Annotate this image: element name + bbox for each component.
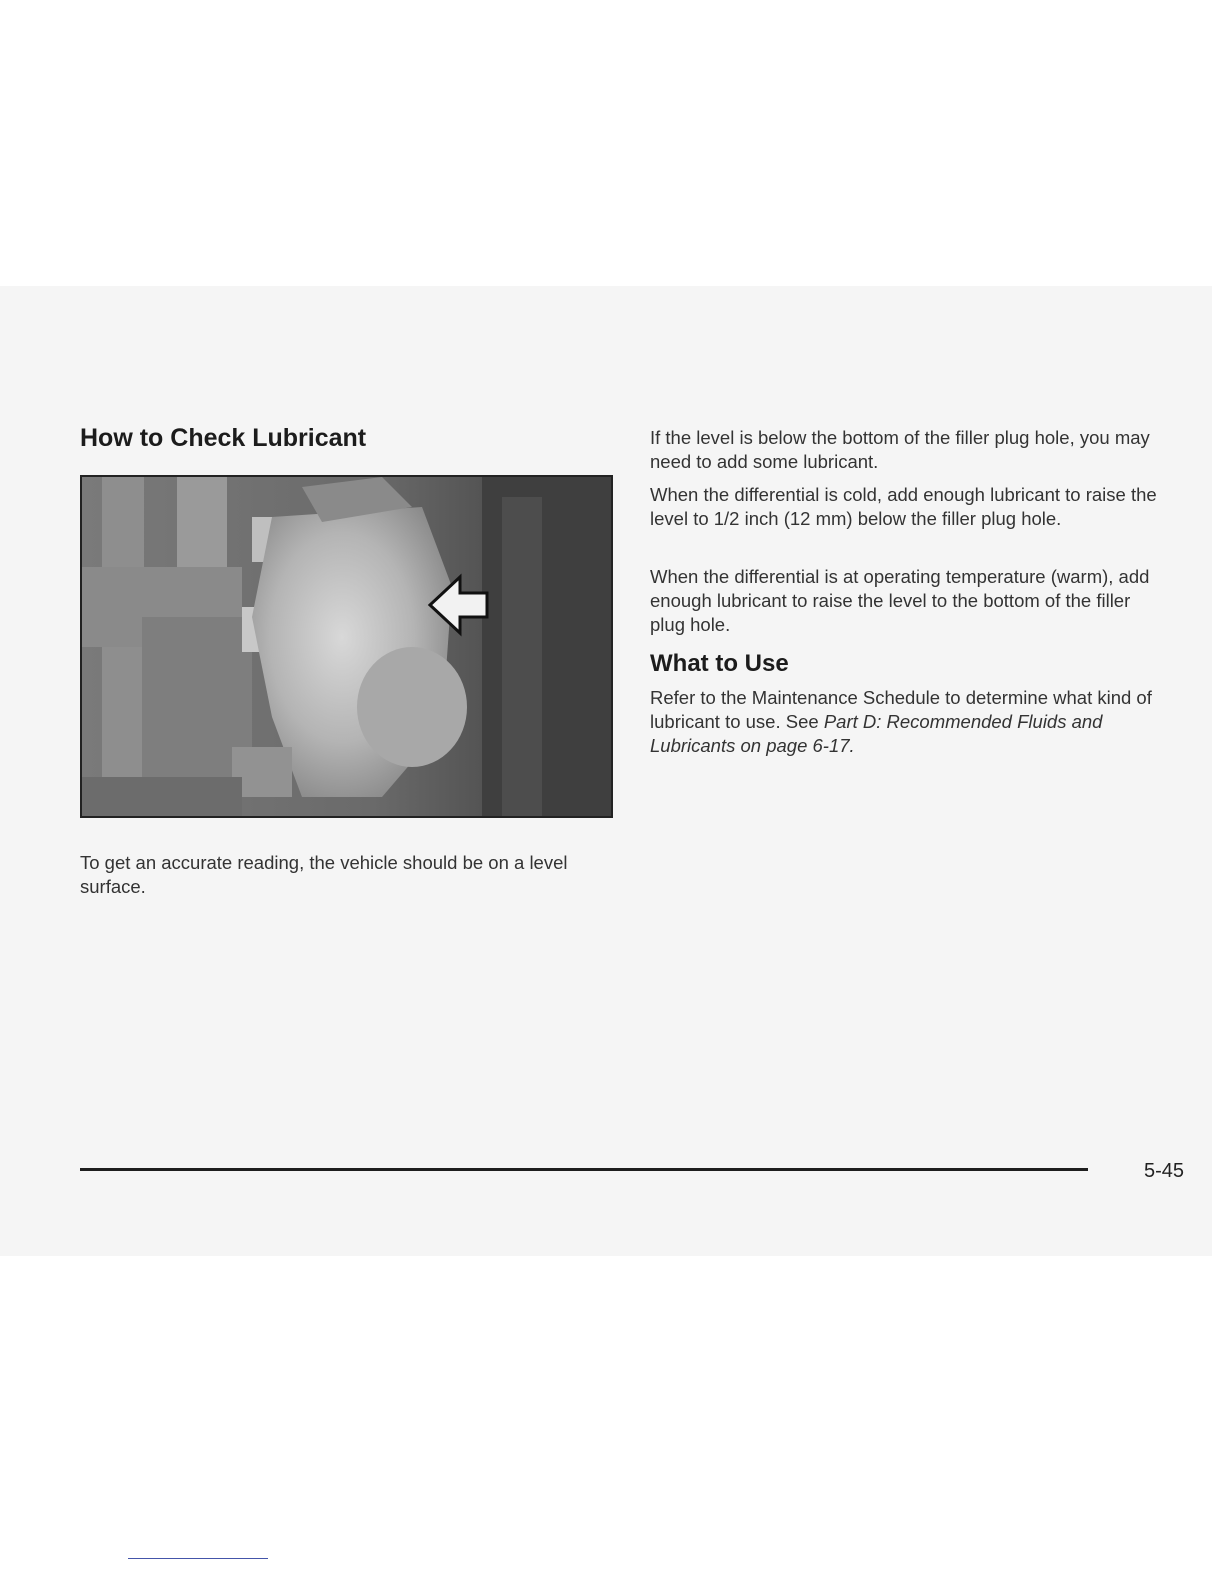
paragraph-level-below: If the level is below the bottom of the filler plug hole, you may need to add some lubricant. [650, 427, 1150, 472]
manual-page [0, 286, 1212, 1256]
page-number: 5-45 [1144, 1160, 1185, 1182]
cross-reference-link[interactable]: Part D: Recommended Fluids and Lubricants on page 6-17. [650, 711, 1103, 756]
paragraph-warm-differential: When the differential is at operating temperature (warm), add enough lubricant to raise the level to the bottom of the filler plug hole. [650, 566, 1150, 635]
section-heading-what-to-use: What to Use [650, 650, 789, 677]
paragraph-refer-schedule [650, 686, 1170, 758]
paragraph-cold-differential: When the differential is cold, add enough lubricant to raise the level to 1/2 inch (12 mm) below the filler plug hole. [650, 484, 1157, 529]
refer-text: Refer to the Maintenance Schedule to determine what kind of lubricant to use. See [650, 687, 1152, 732]
caption-accurate-reading: To get an accurate reading, the vehicle should be on a level surface. [80, 852, 568, 897]
differential-photo [80, 475, 613, 818]
footer-rule [80, 1168, 1088, 1171]
section-heading-check-lubricant: How to Check Lubricant [80, 424, 367, 452]
bottom-divider [128, 1558, 268, 1559]
